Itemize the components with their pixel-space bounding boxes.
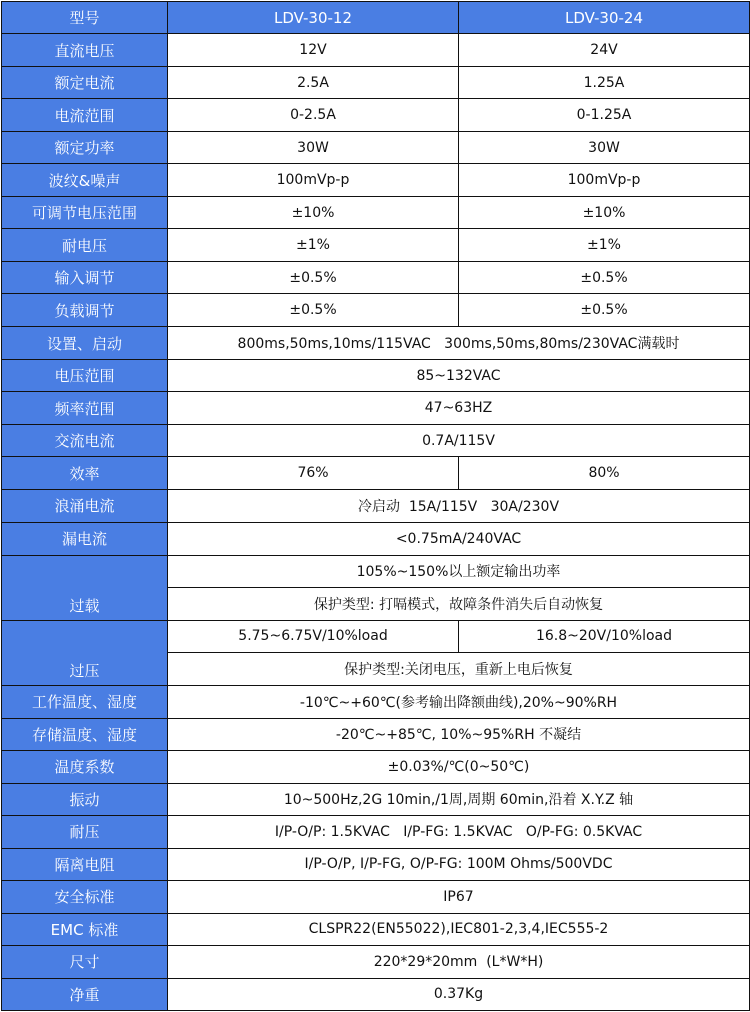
table-row <box>2 360 750 392</box>
spec-table <box>1 1 750 1011</box>
table-row <box>2 229 750 262</box>
table-row <box>2 555 750 587</box>
row-label: 可调节电压范围 <box>2 197 168 229</box>
cell-value: 12V <box>168 34 459 67</box>
row-label: 耐电压 <box>2 229 168 262</box>
table-row <box>2 197 750 229</box>
row-label: EMC 标准 <box>2 913 168 945</box>
table-row <box>2 34 750 67</box>
cell-value: 85~132VAC <box>168 360 750 392</box>
cell-value: 800ms,50ms,10ms/115VAC 300ms,50ms,80ms/230VAC满载时 <box>168 327 750 360</box>
cell-value: 80% <box>459 457 750 490</box>
cell-value: ±10% <box>168 197 459 229</box>
row-label: 尺寸 <box>2 945 168 978</box>
cell-value: 30W <box>459 132 750 164</box>
row-label-model: 型号 <box>2 2 168 34</box>
table-row <box>2 327 750 360</box>
cell-value: ±0.5% <box>459 262 750 294</box>
table-row <box>2 913 750 945</box>
table-row <box>2 490 750 522</box>
cell-value: IP67 <box>168 880 750 913</box>
row-label: 波纹&噪声 <box>2 164 168 197</box>
cell-value: 0.37Kg <box>168 978 750 1010</box>
cell-value: ±1% <box>168 229 459 262</box>
table-row <box>2 164 750 197</box>
cell-value: <0.75mA/240VAC <box>168 522 750 555</box>
row-label-overvoltage: 过压 <box>2 620 168 685</box>
row-label: 交流电流 <box>2 425 168 457</box>
row-label: 净重 <box>2 978 168 1010</box>
cell-value: CLSPR22(EN55022),IEC801-2,3,4,IEC555-2 <box>168 913 750 945</box>
table-row <box>2 2 750 34</box>
table-row <box>2 67 750 99</box>
row-label: 效率 <box>2 457 168 490</box>
cell-value: 2.5A <box>168 67 459 99</box>
cell-value: -10℃~+60℃(参考输出降额曲线),20%~90%RH <box>168 685 750 718</box>
row-label: 额定电流 <box>2 67 168 99</box>
table-row <box>2 685 750 718</box>
table-row <box>2 750 750 783</box>
cell-value: 100mVp-p <box>459 164 750 197</box>
row-label: 安全标准 <box>2 880 168 913</box>
row-label: 输入调节 <box>2 262 168 294</box>
row-label: 额定功率 <box>2 132 168 164</box>
cell-value: ±1% <box>459 229 750 262</box>
table-row <box>2 718 750 750</box>
row-label: 振动 <box>2 783 168 815</box>
table-row <box>2 815 750 848</box>
cell-value: ±0.03%/℃(0~50℃) <box>168 750 750 783</box>
table-row <box>2 783 750 815</box>
model-col-1: LDV-30-12 <box>168 2 459 34</box>
cell-value: 0.7A/115V <box>168 425 750 457</box>
cell-value: 47~63HZ <box>168 392 750 425</box>
row-label: 直流电压 <box>2 34 168 67</box>
table-row <box>2 848 750 880</box>
cell-value: 1.25A <box>459 67 750 99</box>
row-label: 电压范围 <box>2 360 168 392</box>
cell-value: 30W <box>168 132 459 164</box>
table-row <box>2 132 750 164</box>
row-label: 电流范围 <box>2 99 168 132</box>
cell-value: ±0.5% <box>168 294 459 327</box>
table-row <box>2 880 750 913</box>
cell-value: ±0.5% <box>459 294 750 327</box>
table-row <box>2 522 750 555</box>
row-label-overload: 过载 <box>2 555 168 620</box>
row-label: 隔离电阻 <box>2 848 168 880</box>
cell-value: 105%~150%以上额定输出功率 <box>168 555 750 587</box>
cell-value: 100mVp-p <box>168 164 459 197</box>
cell-value: 24V <box>459 34 750 67</box>
table-row <box>2 392 750 425</box>
cell-value: ±10% <box>459 197 750 229</box>
cell-value: 16.8~20V/10%load <box>459 620 750 652</box>
table-row <box>2 262 750 294</box>
cell-value: 220*29*20mm (L*W*H) <box>168 945 750 978</box>
row-label: 温度系数 <box>2 750 168 783</box>
row-label: 存储温度、湿度 <box>2 718 168 750</box>
model-col-2: LDV-30-24 <box>459 2 750 34</box>
cell-value: I/P-O/P: 1.5KVAC I/P-FG: 1.5KVAC O/P-FG: 0.5KVAC <box>168 815 750 848</box>
table-row <box>2 978 750 1010</box>
cell-value: 10~500Hz,2G 10min,/1周,周期 60min,沿着 X.Y.Z 轴 <box>168 783 750 815</box>
cell-value: -20℃~+85℃, 10%~95%RH 不凝结 <box>168 718 750 750</box>
cell-value: 76% <box>168 457 459 490</box>
cell-value: I/P-O/P, I/P-FG, O/P-FG: 100M Ohms/500VDC <box>168 848 750 880</box>
cell-value: 5.75~6.75V/10%load <box>168 620 459 652</box>
row-label: 浪涌电流 <box>2 490 168 522</box>
table-row <box>2 99 750 132</box>
cell-value: 保护类型: 打嗝模式，故障条件消失后自动恢复 <box>168 587 750 620</box>
row-label: 工作温度、湿度 <box>2 685 168 718</box>
table-row <box>2 620 750 652</box>
table-row <box>2 294 750 327</box>
table-row <box>2 425 750 457</box>
table-row <box>2 945 750 978</box>
cell-value: 0-1.25A <box>459 99 750 132</box>
row-label: 负载调节 <box>2 294 168 327</box>
cell-value: 保护类型:关闭电压，重新上电后恢复 <box>168 652 750 685</box>
row-label: 设置、启动 <box>2 327 168 360</box>
cell-value: 0-2.5A <box>168 99 459 132</box>
table-row <box>2 457 750 490</box>
cell-value: 冷启动 15A/115V 30A/230V <box>168 490 750 522</box>
cell-value: ±0.5% <box>168 262 459 294</box>
row-label: 频率范围 <box>2 392 168 425</box>
row-label: 耐压 <box>2 815 168 848</box>
row-label: 漏电流 <box>2 522 168 555</box>
